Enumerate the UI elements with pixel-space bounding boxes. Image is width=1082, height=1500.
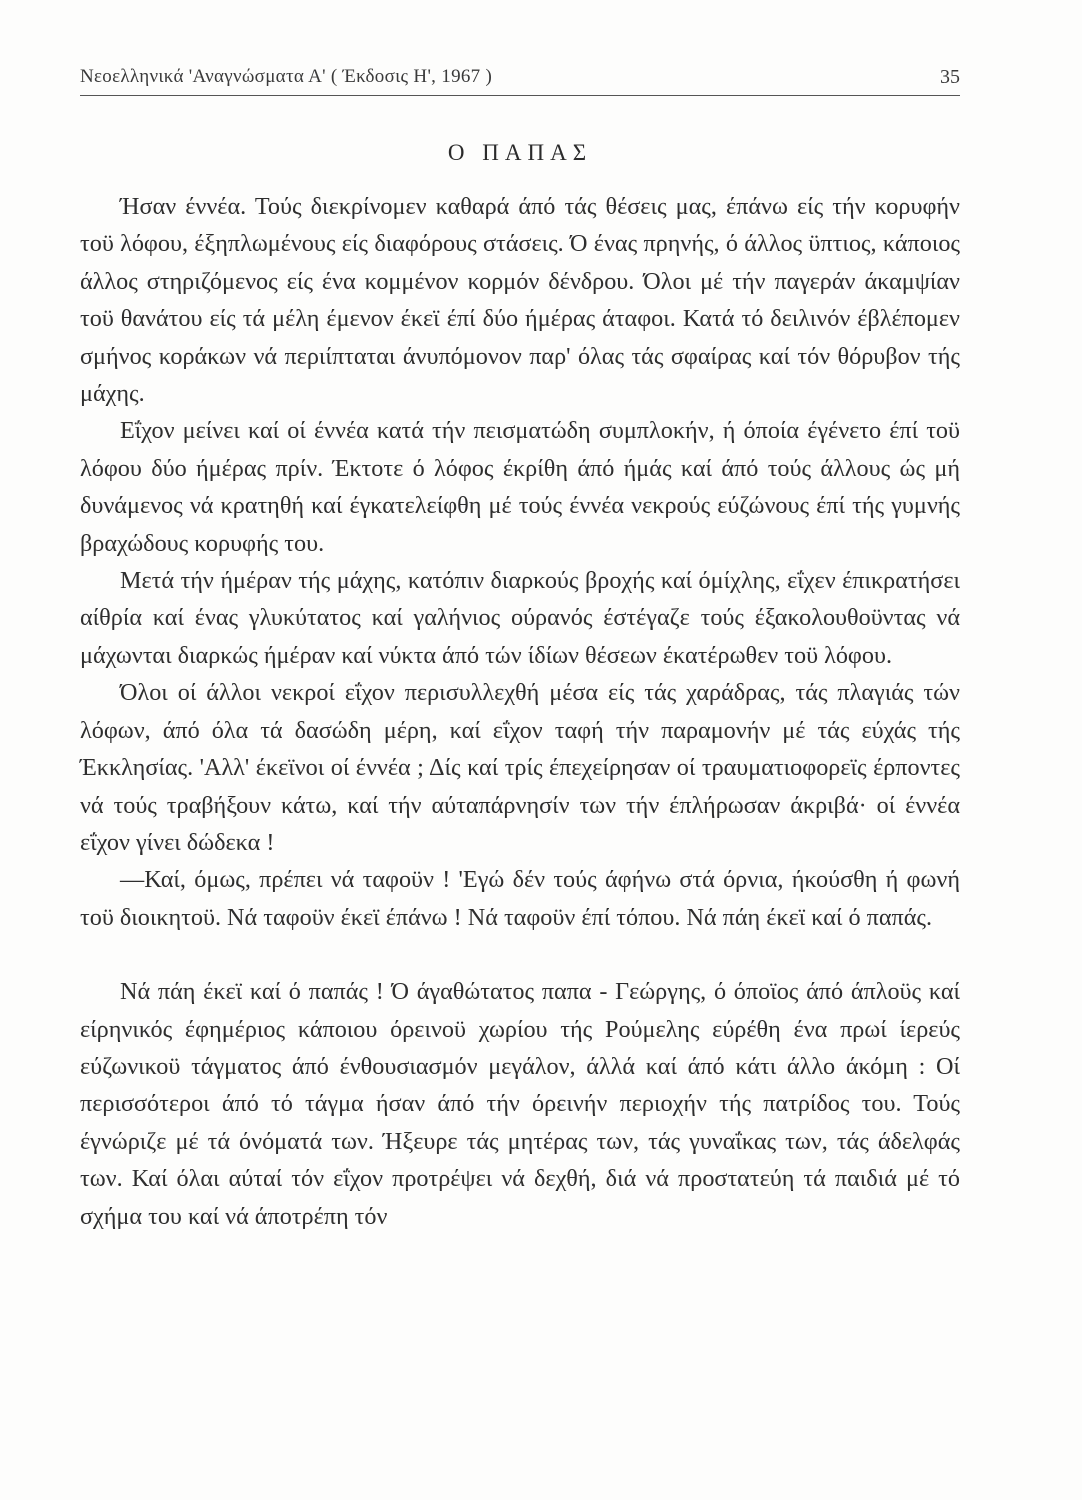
paragraph-2: Εΐχον μείνει καί οί έννέα κατά τήν πεισματώδη συμπλοκήν, ή όποία έγένετο έπί τοϋ λόφου δύο ήμέρας πρίν. Έκτοτε ό λόφος έκρίθη άπό ήμάς καί άπό τούς άλλους ώς μή δυνάμενος νά κρατηθή καί έγκατελείφθη μέ τούς έννέα νεκρούς εύζώνους έπί τής γυμνής βραχώδους κορυφής του.: [80, 417, 960, 557]
paragraph-1: Ήσαν έννέα. Τούς διεκρίνομεν καθαρά άπό τάς θέσεις μας, έπάνω είς τήν κορυφήν τοϋ λόφου, έξηπλωμένους είς διαφόρους στάσεις. Ό ένας πρηνής, ό άλλος ϋπτιος, κάποιος άλλος στηριζόμενος είς ένα κομμένον κορμόν δένδρου. Όλοι μέ τήν παγεράν άκαμψίαν τοϋ θανάτου είς τά μέλη έμενον έκεϊ έπί δύο ήμέρας άταφοι. Κατά τό δειλινόν έβλέπομεν σμήνος κοράκων νά περιίπταται άνυπόμονον παρ' όλας τάς σφαίρας καί τόν θόρυβον τής μάχης.: [80, 193, 960, 408]
running-header-title: Νεοελληνικά 'Αναγνώσματα Α' ( Έκδοσις Η', 1967 ): [80, 66, 493, 87]
page-number: 35: [940, 66, 960, 88]
running-header: [80, 64, 960, 94]
paragraph-3: Μετά τήν ήμέραν τής μάχης, κατόπιν διαρκούς βροχής καί όμίχλης, εΐχεν έπικρατήσει αίθρία καί ένας γλυκύτατος καί γαλήνιος ούρανός έστέγαζε τούς έξακολουθοϋντας νά μάχωνται διαρκώς ήμέραν καί νύκτα άπό τών ίδίων θέσεων έκατέρωθεν τοϋ λόφου.: [80, 567, 960, 669]
paragraph-4: Όλοι οί άλλοι νεκροί εΐχον περισυλλεχθή μέσα είς τάς χαράδρας, τάς πλαγιάς τών λόφων, άπό όλα τά δασώδη μέρη, καί εΐχον ταφή τήν παραμονήν μέ τάς εύχάς τής Έκκλησίας. 'Αλλ' έκεϊνοι οί έννέα ; Δίς καί τρίς έπεχείρησαν οί τραυματιοφορεϊς έρποντες νά τούς τραβήξουν κάτω, καί τήν αύταπάρνησίν των τήν έπλήρωσαν άκριβά· οί έννέα εΐχον γίνει δώδεκα !: [80, 679, 960, 856]
paragraph-6: Νά πάη έκεϊ καί ό παπάς ! Ό άγαθώτατος παπα - Γεώργης, ό όποϊος άπό άπλοϋς καί είρηνικός έφημέριος κάποιου όρεινοϋ χωρίου τής Ρούμελης εύρέθη ένα πρωί ίερεύς εύζωνικοϋ τάγματος άπό ένθουσιασμόν μεγάλον, άλλά καί άπό κάτι άλλο άκόμη : Οί περισσότεροι άπό τό τάγμα ήσαν άπό τήν όρεινήν περιοχήν τής πατρίδος του. Τούς έγνώριζε μέ τά όνόματά των. Ήξευρε τάς μητέρας των, τάς γυναΐκας των, τάς άδελφάς των. Καί όλαι αύταί τόν εΐχον προτρέψει νά δεχθή, διά νά προστατεύη τά παιδιά μέ τό σχήμα του καί νά άποτρέπη τόν: [80, 978, 960, 1230]
header-rule: [80, 95, 960, 96]
paragraph-5: —Καί, όμως, πρέπει νά ταφοϋν ! 'Εγώ δέν τούς άφήνω στά όρνια, ήκούσθη ή φωνή τοϋ διοικητοϋ. Νά ταφοϋν έκεϊ έπάνω ! Νά ταφοϋν έπί τόπου. Νά πάη έκεϊ καί ό παπάς.: [80, 866, 960, 931]
body-text: [80, 188, 960, 1235]
chapter-title: Ο ΠΑΠΑΣ: [447, 140, 593, 165]
